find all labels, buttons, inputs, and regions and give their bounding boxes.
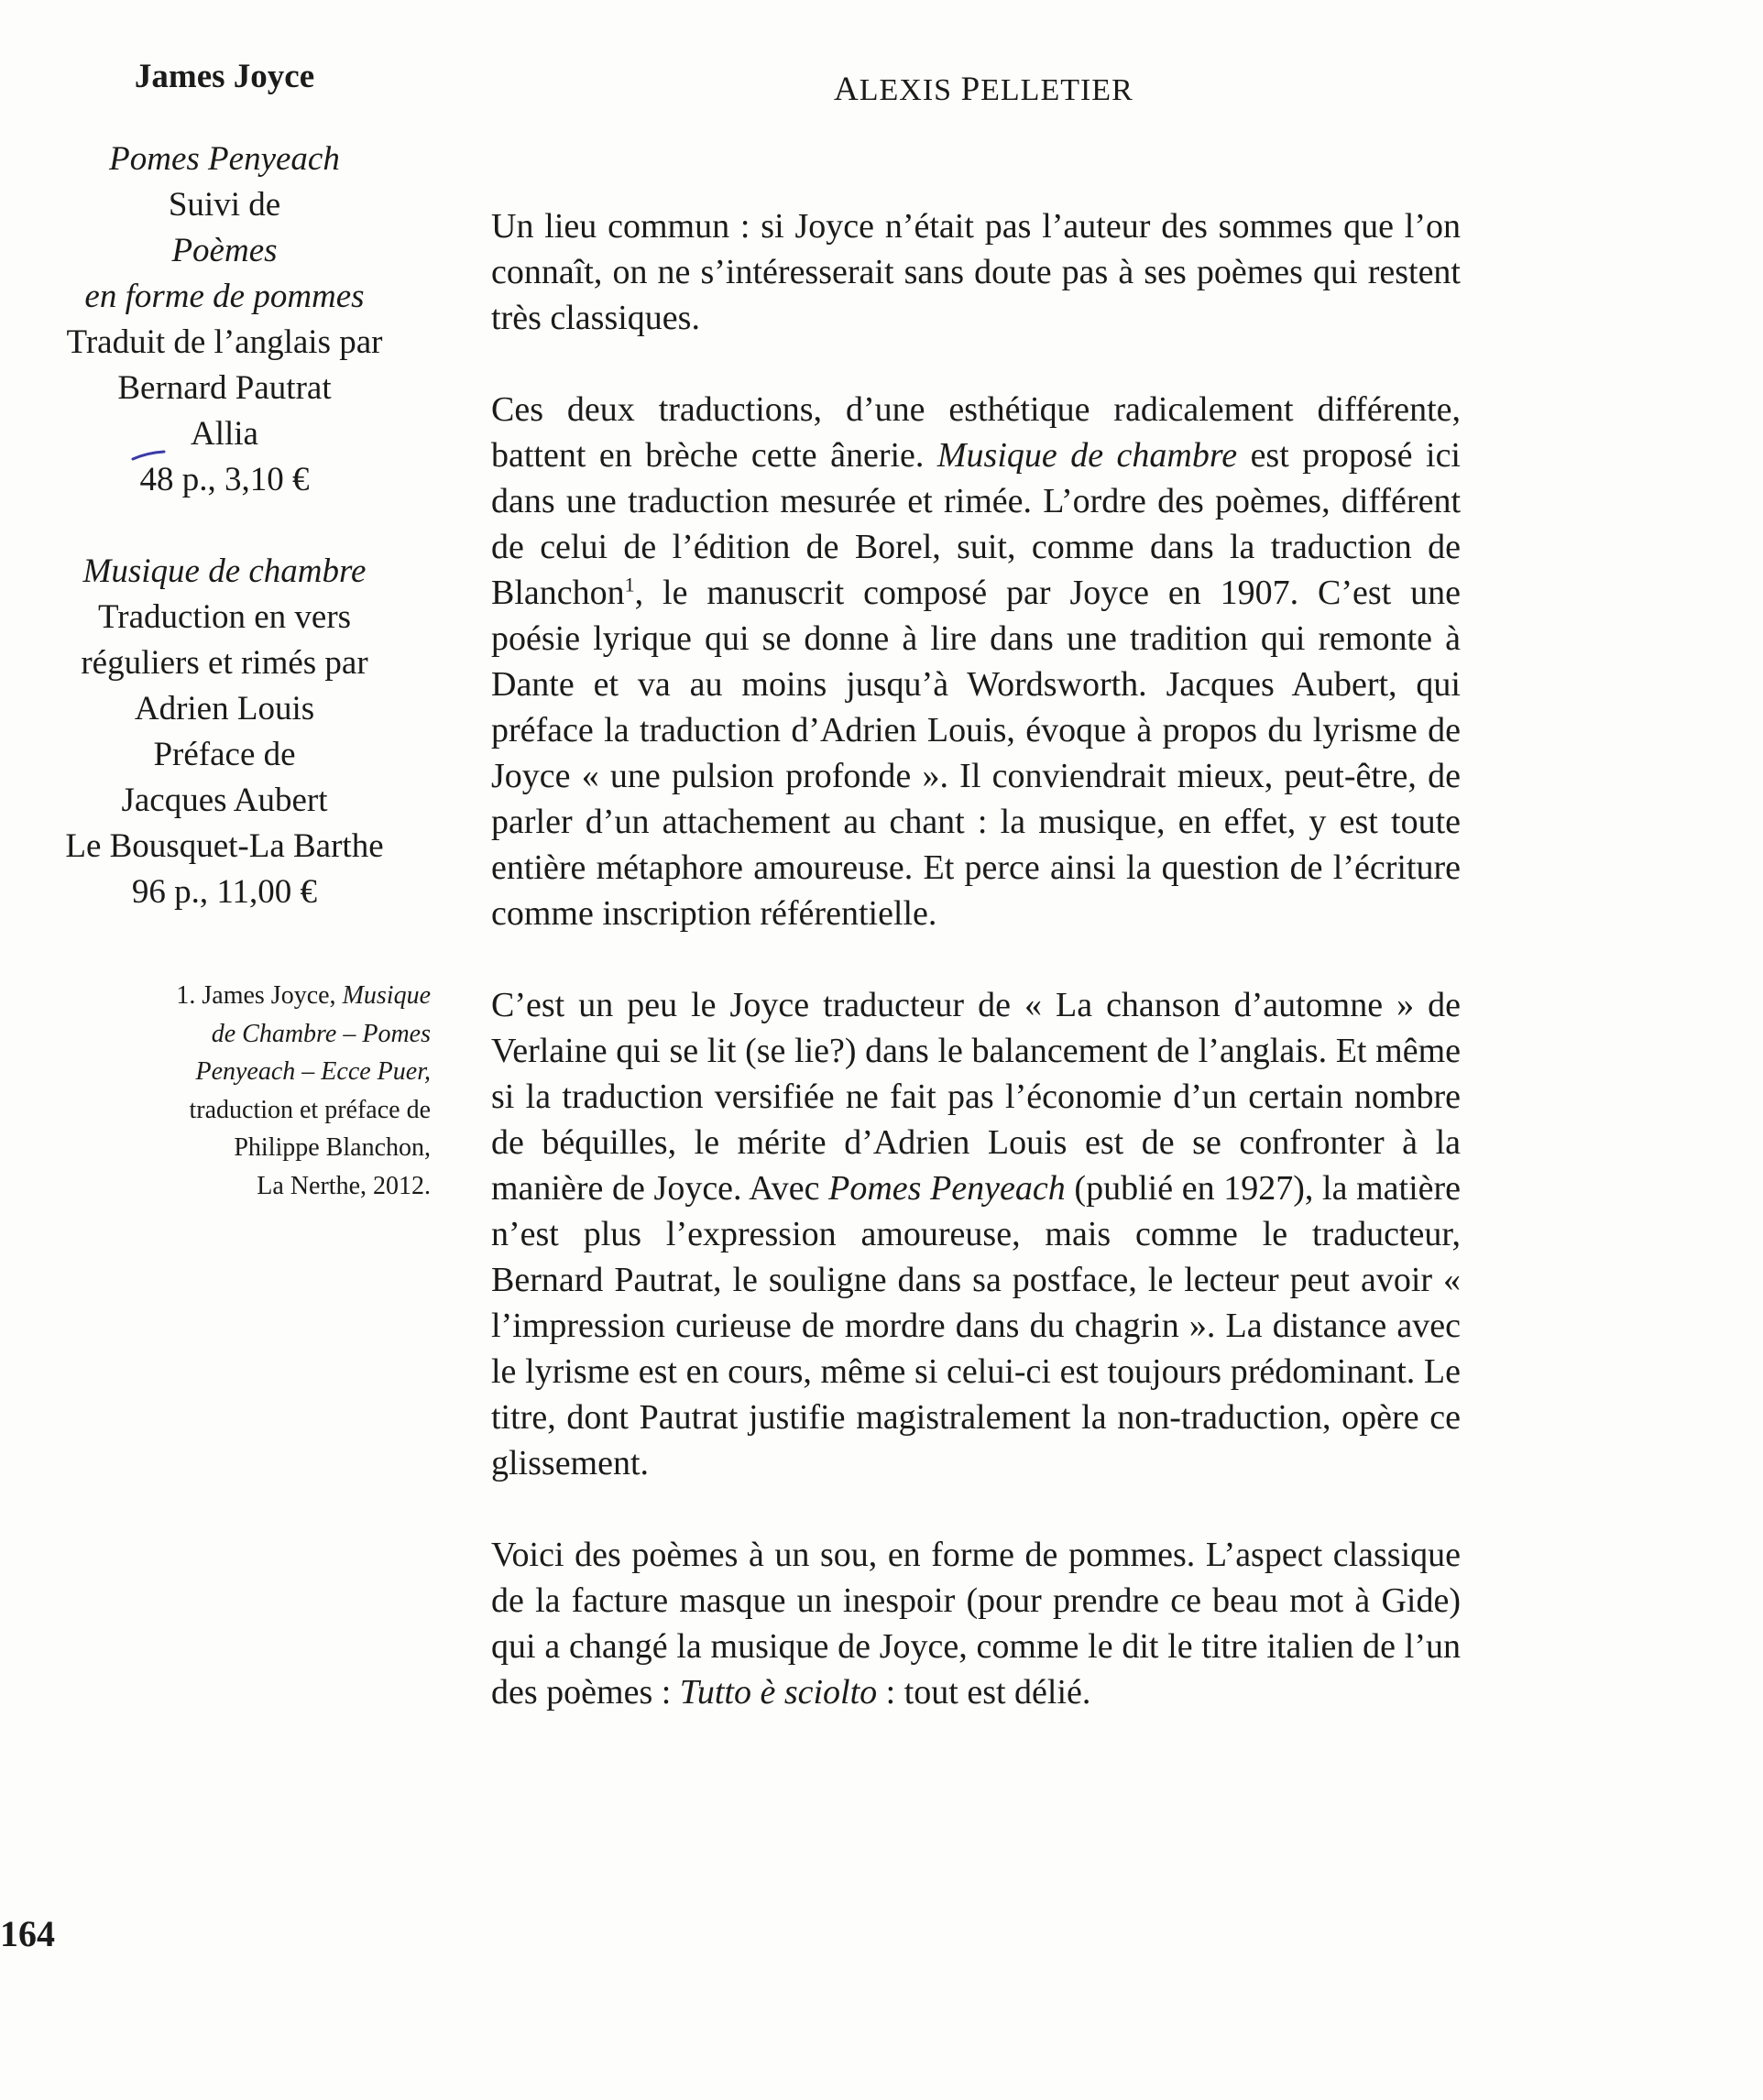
paragraph-2 xyxy=(491,387,1461,936)
p3-text-a: C’est un peu le Joyce traducteur de « La chanson d’automne » de Verlaine qui se lit (se lie?) dans le balancement de l’anglais. Et même si la traduction versifiée ne fait pas l’économie d’un certain nombre de béquilles, le mérite d’Adrien Louis est de se confronter à la manière de Joyce. Avec xyxy=(491,986,1461,1208)
book1-price: 48 p., 3,10 € xyxy=(139,461,310,498)
book1-title2a: Poèmes xyxy=(171,232,278,269)
p4-italic-title: Tutto è sciolto xyxy=(679,1673,878,1712)
book1-title2b: en forme de pommes xyxy=(84,278,365,315)
footnote-rest-a: traduction et préface de xyxy=(189,1095,431,1124)
p2-italic-title: Musique de chambre xyxy=(936,436,1238,475)
footnote-rest-c: La Nerthe, 2012. xyxy=(257,1171,431,1200)
footnote-rest-b: Philippe Blanchon, xyxy=(234,1133,431,1162)
paragraph-4 xyxy=(491,1532,1461,1715)
paragraph-1 xyxy=(491,203,1461,341)
book2-line2: réguliers et rimés par xyxy=(81,644,368,682)
p3-text-b: (publié en 1927), la matière n’est plus l’expression amoureuse, mais comme le traducteur, Bernard Pautrat, le souligne dans sa postface, le lecteur peut avoir « l’impression curieuse de mordre dans du chagrin ». La distance avec le lyrisme est en cours, même si celui-ci est toujours prédominant. Le titre, dont Pautrat justifie magistralement la non-traduction, opère ce glissement. xyxy=(491,1169,1462,1482)
book1-translator-line2: Bernard Pautrat xyxy=(117,369,332,407)
p4-text-a: Voici des poèmes à un sou, en forme de pommes. L’aspect classique de la facture masque un inespoir (pour prendre ce beau mot à Gide) qui a changé la musique de Joyce, comme le dit le titre italien de l’un des poèmes : xyxy=(491,1536,1461,1712)
p2-text-b: est proposé ici dans une traduction mesurée et rimée. L’ordre des poèmes, différent de celui de l’édition de Borel, suit, comme dans la traduction de Blanchon xyxy=(491,436,1461,612)
footnote-number: 1. xyxy=(176,981,196,1010)
book2-line3: Adrien Louis xyxy=(134,690,315,727)
p1-text: Un lieu commun : si Joyce n’était pas l’auteur des sommes que l’on connaît, on ne s’intéresserait sans doute pas à ses poèmes qui restent très classiques. xyxy=(491,207,1461,337)
running-head-rest-a: LEXIS xyxy=(859,73,953,107)
book2-line5: Jacques Aubert xyxy=(121,782,328,819)
footnote-title-b: de Chambre – Pomes xyxy=(211,1019,431,1048)
running-head-initial-b: P xyxy=(960,71,981,108)
book1-translator-line1: Traduit de l’anglais par xyxy=(66,323,383,361)
book-info-sidebar xyxy=(0,57,449,915)
footnote xyxy=(73,977,431,1205)
page-number: 164 xyxy=(0,1913,55,1954)
book-reference-1 xyxy=(0,137,449,503)
footnote-title-a: Musique xyxy=(342,981,431,1010)
sidebar-author: James Joyce xyxy=(134,58,315,95)
running-head-rest-b: ELLETIER xyxy=(980,73,1133,107)
footnote-title-c: Penyeach – Ecce Puer, xyxy=(195,1057,431,1086)
book1-publisher: Allia xyxy=(191,415,258,453)
book2-publisher: Le Bousquet-La Barthe xyxy=(65,827,384,865)
running-head xyxy=(834,70,1133,109)
book1-title: Pomes Penyeach xyxy=(109,140,340,178)
book-reference-2 xyxy=(0,549,449,915)
footnote-ref: 1 xyxy=(624,573,635,596)
running-head-initial-a: A xyxy=(834,71,860,108)
book2-price: 96 p., 11,00 € xyxy=(131,873,318,911)
p2-text-a: Ces deux traductions, d’une esthétique radicalement différente, battent en brèche cette ânerie. xyxy=(491,390,1461,475)
book1-suivi: Suivi de xyxy=(168,186,281,224)
p3-italic-title: Pomes Penyeach xyxy=(828,1169,1066,1208)
p2-text-c: , le manuscrit composé par Joyce en 1907. C’est une poésie lyrique qui se donne à lire dans une tradition qui remonte à Dante et va au moins jusqu’à Wordsworth. Jacques Aubert, qui préface la traduction d’Adrien Louis, évoque à propos du lyrisme de Joyce « une pulsion profonde ». Il conviendrait mieux, peut-être, de parler d’un attachement au chant : la musique, en effet, y est toute entière métaphore amoureuse. Et perce ainsi la question de l’écriture comme inscription référentielle. xyxy=(491,574,1461,933)
book2-title: Musique de chambre xyxy=(82,552,367,590)
footnote-author: James Joyce, xyxy=(202,981,336,1010)
book2-line1: Traduction en vers xyxy=(97,598,352,636)
p4-text-b: : tout est délié. xyxy=(885,1673,1091,1712)
paragraph-3 xyxy=(491,982,1461,1486)
article-body xyxy=(491,203,1461,1761)
book2-line4: Préface de xyxy=(153,736,296,773)
pen-mark-icon xyxy=(131,449,166,462)
